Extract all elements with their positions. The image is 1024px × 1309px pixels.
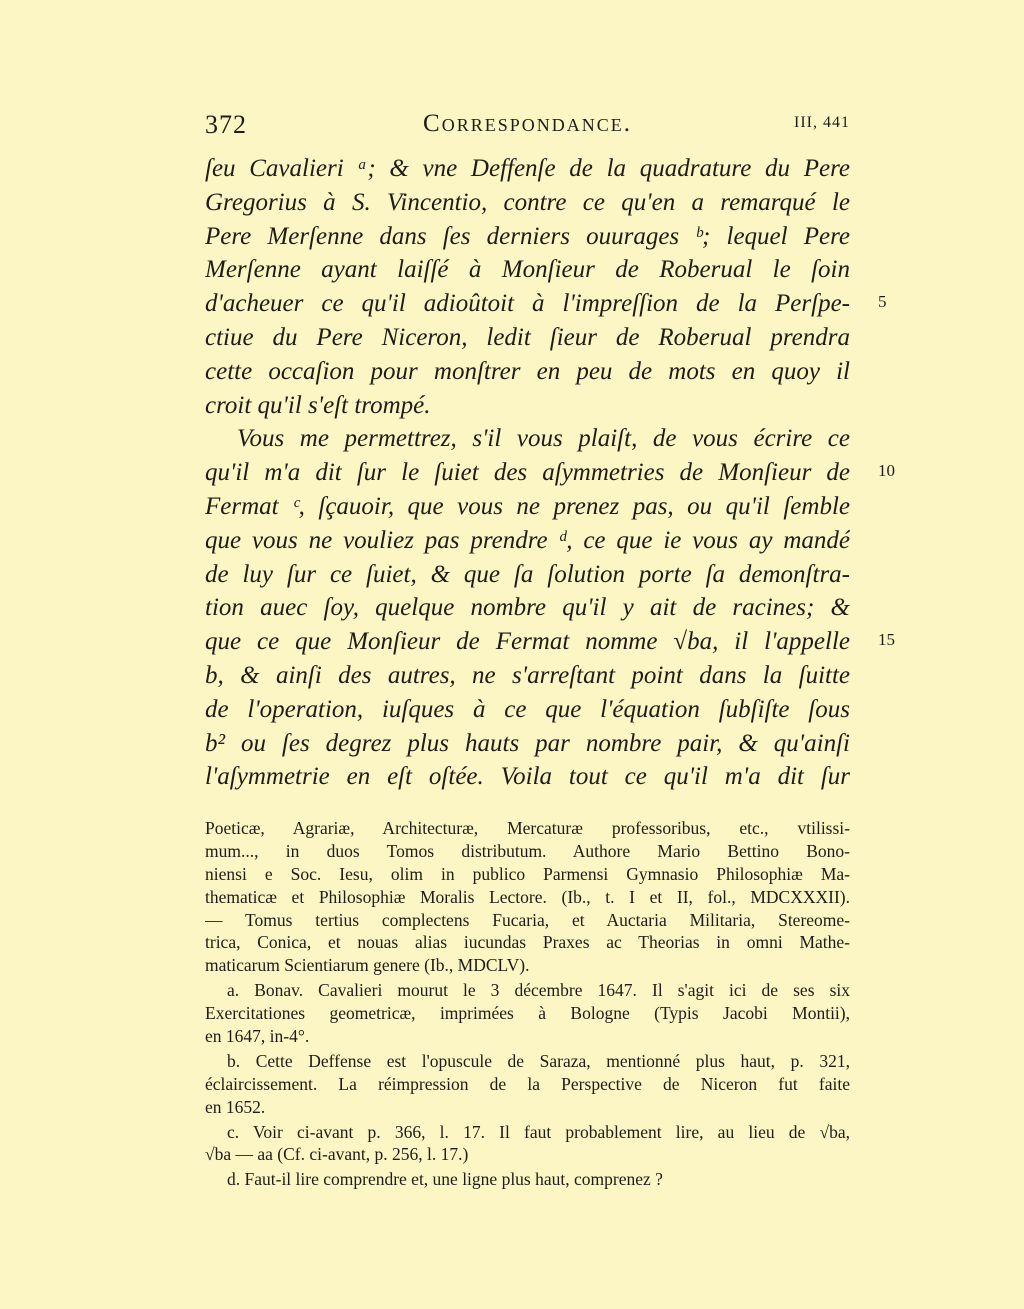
text-line: ctiue du Pere Niceron, ledit ſieur de Roberual prendra (205, 323, 850, 351)
text-line: de l'operation, iuſques à ce que l'équation ſubſiſte ſous (205, 695, 850, 723)
footnote-line: éclaircissement. La réimpression de la Perspective de Niceron fut faite (205, 1073, 850, 1094)
footnote-line: thematicæ et Philosophiæ Moralis Lectore. (Ib., t. I et II, fol., MDCXXXII). (205, 886, 850, 907)
footnote-line: mum..., in duos Tomos distributum. Authore Mario Bettino Bono- (205, 840, 850, 861)
footnote-d: d. Faut-il lire comprendre et, une ligne plus haut, comprenez ? (227, 1169, 663, 1190)
footnote-b: b. Cette Deffense est l'opuscule de Saraza, mentionné plus haut, p. 321, (227, 1050, 850, 1071)
text-line: croit qu'il s'eſt trompé. (205, 391, 431, 419)
footnote-a: a. Bonav. Cavalieri mourut le 3 décembre 1647. Il s'agit ici de ses six (227, 980, 850, 1001)
text-line: de luy ſur ce ſuiet, & que ſa ſolution porte ſa demonſtra- (205, 560, 850, 588)
text-line: b, & ainſi des autres, ne s'arreſtant point dans la ſuitte (205, 661, 850, 689)
footnotes (205, 817, 850, 1191)
footnote-line: Poeticæ, Agrariæ, Architecturæ, Mercaturæ professoribus, etc., vtilissi- (205, 818, 850, 838)
text-line: Gregorius à S. Vincentio, contre ce qu'en a remarqué le (205, 188, 850, 216)
footnote-line: niensi e Soc. Iesu, olim in publico Parmensi Gymnasio Philosophiæ Ma- (205, 863, 850, 884)
running-title: Correspondance. (423, 110, 632, 137)
footnote-line: en 1652. (205, 1096, 266, 1117)
footnote-line: trica, Conica, et nouas alias iucundas Praxes ac Theorias in omni Mathe- (205, 932, 850, 953)
line-number: 15 (878, 630, 895, 649)
text-line: Vous me permettrez, s'il vous plaiſt, de vous écrire ce (237, 425, 850, 453)
footnote-line: en 1647, in-4°. (205, 1026, 310, 1047)
text-line: tion auec ſoy, quelque nombre qu'il y ait de racines; & (205, 594, 850, 622)
text-line: qu'il m'a dit ſur le ſuiet des aſymmetries de Monſieur de (205, 459, 850, 487)
text-line: Merſenne ayant laiſſé à Monſieur de Roberual le ſoin (205, 256, 850, 284)
text-line: ſeu Cavalieri ᵃ; & vne Deffenſe de la quadrature du Pere (205, 155, 850, 182)
text-line: cette occaſion pour monſtrer en peu de mots en quoy il (205, 357, 850, 385)
footnote-line: Exercitationes geometricæ, imprimées à Bologne (Typis Jacobi Montii), (205, 1003, 850, 1024)
footnote-line: √ba — aa (Cf. ci-avant, p. 256, l. 17.) (205, 1144, 469, 1165)
text-line: que vous ne vouliez pas prendre ᵈ, ce que ie vous ay mandé (205, 526, 850, 554)
edition-reference: III, 441 (794, 114, 850, 131)
line-number: 10 (878, 461, 895, 480)
text-line: que ce que Monſieur de Fermat nomme √ba, il l'appelle (205, 628, 850, 656)
text-line: l'aſymmetrie en eſt oſtée. Voila tout ce qu'il m'a dit ſur (205, 763, 850, 791)
footnote-line: maticarum Scientiarum genere (Ib., MDCLV). (205, 955, 530, 976)
line-number: 5 (878, 292, 887, 311)
main-text (205, 152, 850, 794)
text-line: Pere Merſenne dans ſes derniers ouurages ᵇ; lequel Pere (205, 222, 850, 250)
page-number: 372 (205, 110, 247, 139)
page-header (205, 108, 850, 142)
text-line: b² ou ſes degrez plus hauts par nombre pair, & qu'ainſi (205, 729, 850, 757)
footnote-line: — Tomus tertius complectens Fucaria, et Auctaria Militaria, Stereome- (205, 909, 850, 930)
text-line: Fermat ᶜ, ſçauoir, que vous ne prenez pas, ou qu'il ſemble (205, 492, 850, 520)
footnote-c: c. Voir ci-avant p. 366, l. 17. Il faut probablement lire, au lieu de √ba, (227, 1121, 850, 1142)
text-line: d'acheuer ce qu'il adioûtoit à l'impreſſion de la Perſpe- (205, 290, 850, 318)
